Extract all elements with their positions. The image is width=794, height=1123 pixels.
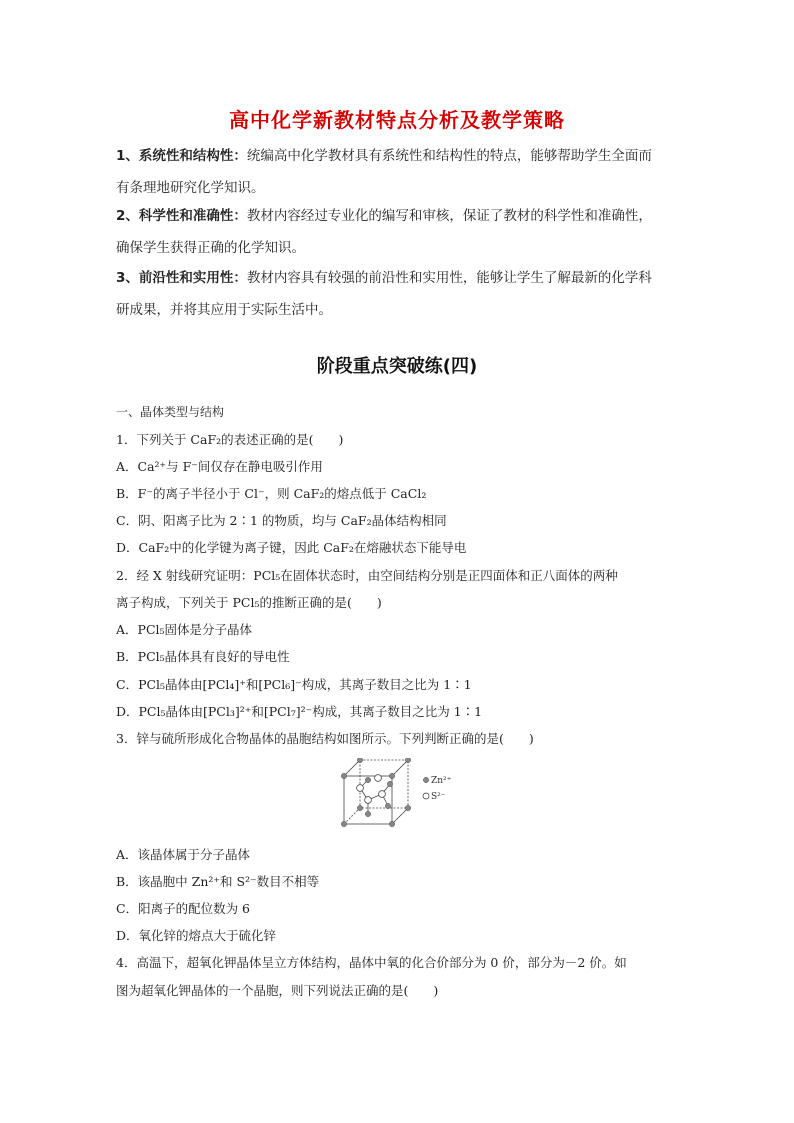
point-3-label: 3、前沿性和实用性： [116, 270, 247, 286]
s-atom [379, 791, 386, 798]
s-atom [375, 775, 382, 782]
point-2-line1: 教材内容经过专业化的编写和审核，保证了教材的科学性和准确性， [246, 208, 652, 224]
option-line: D．CaF₂中的化学键为离子键，因此 CaF₂在熔融状态下能导电 [116, 540, 467, 555]
zn-atom [365, 811, 370, 816]
question-line: 离子构成，下列关于 PCl₅的推断正确的是( ) [116, 595, 382, 610]
exercise-title: 阶段重点突破练(四) [316, 356, 478, 377]
point-3-line1: 教材内容具有较强的前沿性和实用性，能够让学生了解最新的化学科 [246, 270, 652, 286]
s-legend-marker [423, 793, 429, 799]
header-title: 高中化学新教材特点分析及教学策略 [229, 108, 565, 132]
point-1 [116, 140, 688, 204]
option-line: A．该晶体属于分子晶体 [116, 847, 251, 862]
option-line: D．氧化锌的熔点大于硫化锌 [116, 928, 277, 943]
option-line: B．PCl₅晶体具有良好的导电性 [116, 649, 290, 664]
option-line: A．PCl₅固体是分子晶体 [116, 622, 253, 637]
zn-atom [341, 773, 346, 778]
point-3 [116, 262, 688, 326]
point-3-line2: 研成果，并将其应用于实际生活中。 [116, 302, 332, 318]
question-line: 4．高温下，超氧化钾晶体呈立方体结构，晶体中氧的化合价部分为 0 价，部分为－2 价。如 [116, 955, 627, 970]
option-line: B．F⁻的离子半径小于 Cl⁻，则 CaF₂的熔点低于 CaCl₂ [116, 486, 427, 501]
section-heading: 一、晶体类型与结构 [116, 405, 225, 419]
s-atom [357, 785, 364, 792]
point-2-label: 2、科学性和准确性： [116, 208, 247, 224]
point-2 [116, 200, 688, 264]
question-line: 3．锌与硫所形成化合物晶体的晶胞结构如图所示。下列判断正确的是( ) [116, 731, 534, 746]
option-line: A．Ca²⁺与 F⁻间仅存在静电吸引作用 [116, 459, 323, 474]
point-2-line2: 确保学生获得正确的化学知识。 [116, 240, 305, 256]
zn-legend-label: Zn²⁺ [431, 776, 452, 786]
question-line: 1．下列关于 CaF₂的表述正确的是( ) [116, 432, 344, 447]
zn-atom [385, 803, 390, 808]
option-line: C．阴、阳离子比为 2∶1 的物质，均与 CaF₂晶体结构相同 [116, 513, 447, 528]
zn-atom [365, 777, 370, 782]
point-1-line1: 统编高中化学教材具有系统性和结构性的特点，能够帮助学生全面而 [246, 148, 652, 164]
zn-atom [387, 781, 392, 786]
option-line: C．PCl₅晶体由[PCl₄]⁺和[PCl₆]⁻构成，其离子数目之比为 1∶1 [116, 677, 472, 692]
zn-atom [405, 758, 410, 763]
question-line: 图为超氧化钾晶体的一个晶胞，则下列说法正确的是( ) [116, 983, 439, 998]
zn-atom [389, 773, 394, 778]
s-atom [365, 797, 372, 804]
zn-legend-marker [423, 777, 428, 782]
zn-atom [341, 821, 346, 826]
zn-atom [357, 805, 362, 810]
option-line: C．阳离子的配位数为 6 [116, 901, 250, 916]
point-1-line2: 有条理地研究化学知识。 [116, 180, 265, 196]
question-line: 2．经 X 射线研究证明：PCl₅在固体状态时，由空间结构分别是正四面体和正八面体的两种 [116, 568, 618, 583]
option-line: B．该晶胞中 Zn²⁺和 S²⁻数目不相等 [116, 874, 320, 889]
option-line: D．PCl₅晶体由[PCl₃]²⁺和[PCl₇]²⁻构成，其离子数目之比为 1∶1 [116, 704, 483, 719]
s-legend-label: S²⁻ [431, 792, 446, 802]
zn-atom [389, 821, 394, 826]
zn-atom [405, 805, 410, 810]
crystal-cell-figure [338, 758, 468, 830]
point-1-label: 1、系统性和结构性： [116, 148, 247, 164]
zn-atom [357, 758, 362, 763]
